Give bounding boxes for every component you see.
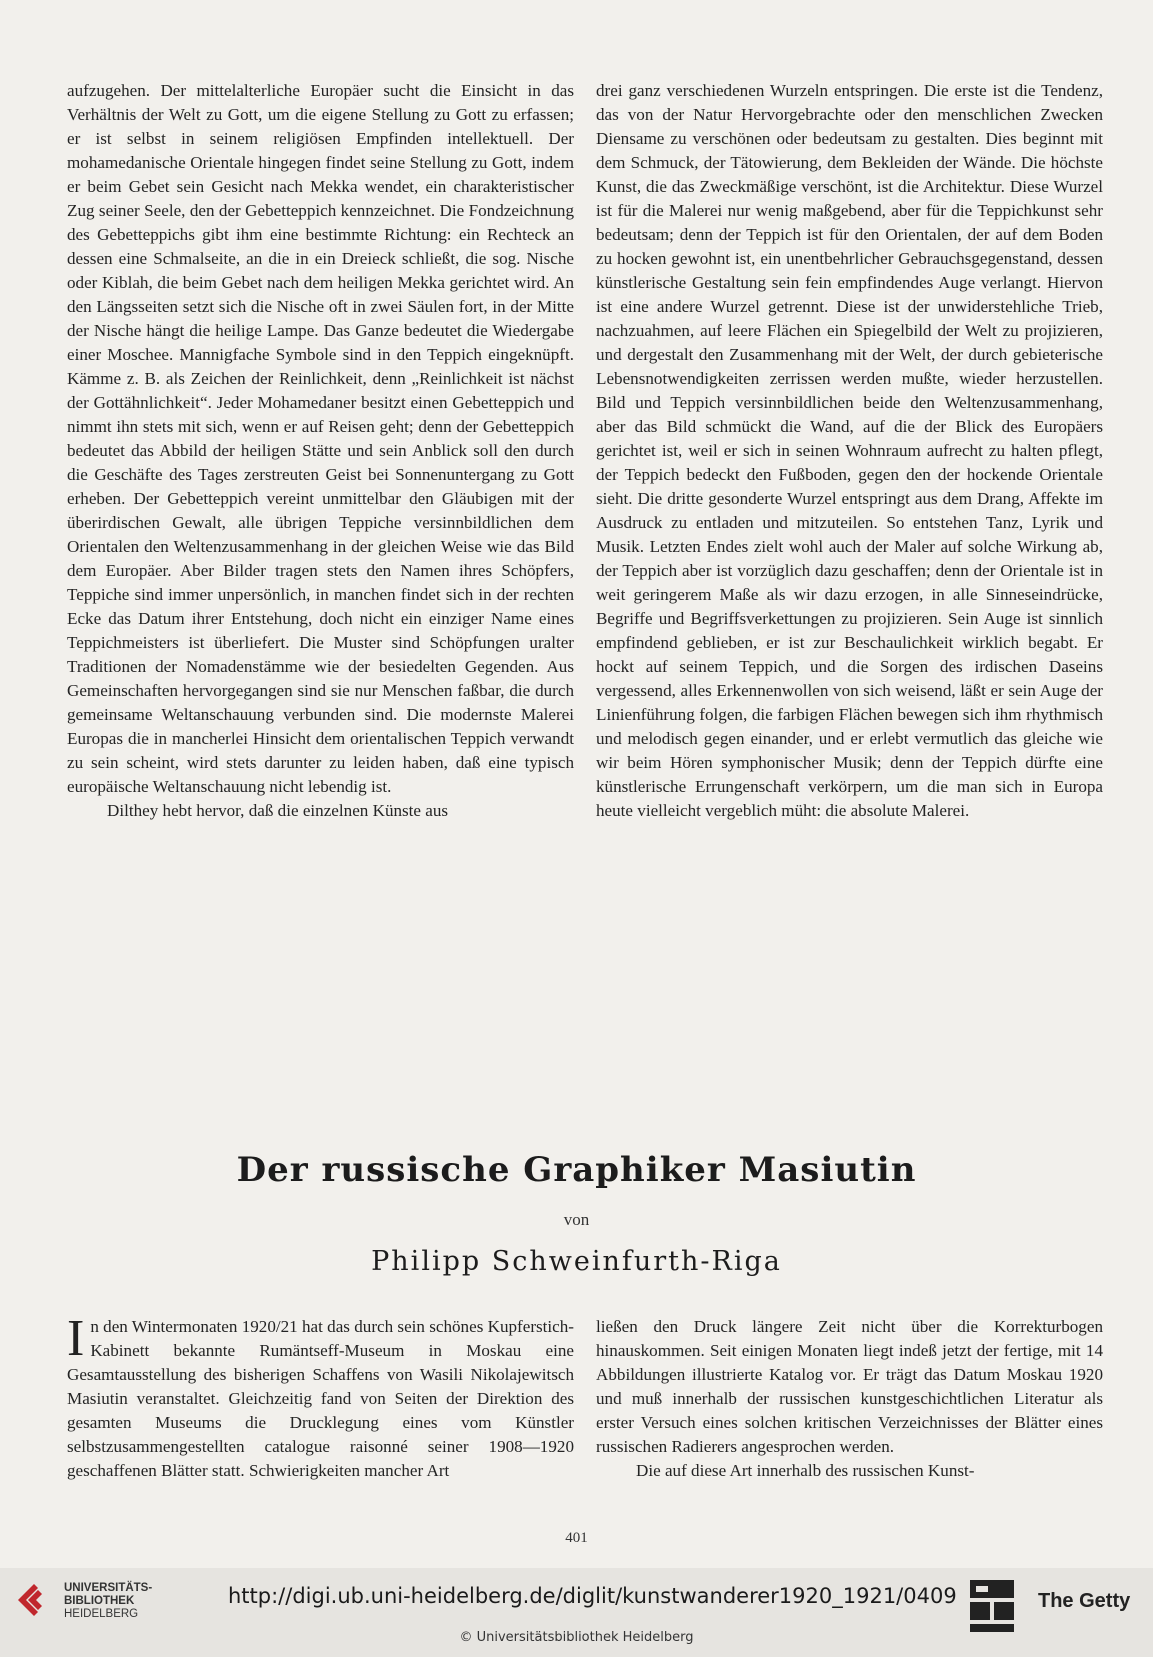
prev-article-right-column — [596, 79, 1103, 823]
copyright-notice: © Universitätsbibliothek Heidelberg — [459, 1630, 694, 1645]
university-library-logo-icon — [14, 1580, 54, 1620]
paragraph: ließen den Druck längere Zeit nicht über die Korrekturbogen hinauskommen. Seit einigen Monaten liegt indeß jetzt der fertige, mit 14 Abbildungen illustrierte Katalog vor. Er trägt das Datum Moskau 1920 und muß innerhalb der russischen kunstgeschichtlichen Literatur als erster Versuch eines solchen kritischen Verzeichnisses der Blätter eines russischen Radierers angesprochen werden. — [596, 1317, 1103, 1456]
library-name — [64, 1582, 152, 1621]
paragraph: aufzugehen. Der mittelalterliche Europäer sucht die Einsicht in das Verhältnis der Welt zu Gott, um die eigene Stellung zu Gott zu erfassen; er ist selbst in seinem religiösen Empfinden intellektuell. Der mohamedanische Orientale hingegen findet seine Stellung zu Gott, indem er beim Gebet sein Gesicht nach Mekka wendet, ein charakteristischer Zug seiner Seele, den der Gebetteppich kennzeichnet. Die Fondzeichnung des Gebetteppichs gibt ihm eine bestimmte Richtung: ein Rechteck an dessen eine Schmalseite, an die in ein Dreieck schließt, die sog. Nische oder Kiblah, die beim Gebet nach dem heiligen Mekka gerichtet wird. An den Längsseiten setzt sich die Nische oft in zwei Säulen fort, in der Mitte der Nische hängt die heilige Lampe. Das Ganze bedeutet die Wiedergabe einer Moschee. Mannigfache Symbole sind in den Teppich eingeknüpft. Kämme z. B. als Zeichen der Reinlichkeit, denn „Reinlichkeit ist nächst der Gottähnlichkeit“. Jeder Mohamedaner besitzt einen Gebetteppich und nimmt ihn stets mit sich, wenn er auf Reisen geht; denn der Gebetteppich bedeutet das Abbild der heiligen Stätte und sein Anblick soll den durch die Geschäfte des Tages zerstreuten Geist bei Sonnenuntergang zu Gott erheben. Der Gebetteppich vereint unmittelbar den Gläubigen mit der überirdischen Gewalt, alle übrigen Teppiche versinnbildlichen dem Orientalen den Weltenzusammenhang in der gleichen Weise wie das Bild dem Europäer. Aber Bilder tragen stets den Namen ihres Schöpfers, Teppiche sind immer unpersönlich, in manchen findet sich in der rechten Ecke das Datum ihrer Entstehung, doch nicht ein einziger Name eines Teppichmeisters ist überliefert. Die Muster sind Schöpfungen uralter Traditionen der Nomadenstämme wie der besiedelten Gegenden. Aus Gemeinschaften hervorgegangen sind sie nur Menschen faßbar, die durch gemeinsame Weltanschauung verbunden sind. Die modernste Malerei Europas die in mancherlei Hinsicht dem orientalischen Teppich verwandt zu sein scheint, wird stets darunter zu leiden haben, daß eine typisch europäische Weltanschauung nicht lebendig ist. — [67, 81, 574, 796]
article-author: Philipp Schweinfurth-Riga — [371, 1246, 782, 1277]
paragraph: drei ganz verschiedenen Wurzeln entspringen. Die erste ist die Tendenz, das von der Natur Hervorgebrachte oder den menschlichen Zwecken Diensame zu verschönen oder bedeutsam zu gestalten. Dies beginnt mit dem Schmuck, der Tätowierung, dem Bekleiden der Wände. Die höchste Kunst, die das Zweckmäßige verschönt, ist die Architektur. Diese Wurzel ist für die Malerei nur wenig maßgebend, aber für die Teppichkunst sehr bedeutsam; denn der Teppich ist für den Orientalen, der auf dem Boden zu hocken gewohnt ist, ein unentbehrlicher Gebrauchsgegenstand, dessen künstlerische Gestaltung sein fein empfindendes Auge verlangt. Hiervon ist eine andere Wurzel getrennt. Diese ist der unwiderstehliche Trieb, nachzuahmen, auf leere Flächen ein Spiegelbild der Welt zu projizieren, und dergestalt den Zusammenhang mit der Welt, der durch gebieterische Lebensnotwendigkeiten zerrissen werden mußte, wieder herzustellen. Bild und Teppich versinnbildlichen beide den Weltenzusammenhang, aber das Bild schmückt die Wand, auf die der Blick des Europäers gerichtet ist, weil er sich in seinen Wohnraum aufrecht zu halten pflegt, der Teppich bedeckt den Fußboden, gegen den der hockende Orientale sieht. Die dritte gesonderte Wurzel entspringt aus dem Drang, Affekte im Ausdruck zu entladen und mitzuteilen. So entstehen Tanz, Lyrik und Musik. Letzten Endes zielt wohl auch der Maler auf solche Wirkung ab, der Teppich aber ist vorzüglich dazu geschaffen; denn der Orientale ist in weit geringerem Maße als wir dazu erzogen, in alle Sinneseindrücke, Begriffe und Begriffsverkettungen zu projizieren. Sein Auge ist sinnlich empfindend geblieben, er ist zur Beschaulichkeit wirklich begabt. Er hockt auf seinem Teppich, und die Sorgen des irdischen Daseins vergessend, alles Erkennenwollen von sich weisend, läßt er sein Auge der Linienführung folgen, die farbigen Flächen bewegen sich ihm rhythmisch und melodisch gegen einander, und er erlebt vermutlich das gleiche wie wir beim Hören symphonischer Musik; denn der Teppich dürfte eine künstlerische Errungenschaft verkörpern, um die man sich in Europa heute vielleicht vergeblich müht: die absolute Malerei. — [596, 81, 1103, 820]
article-left-column — [67, 1310, 575, 1483]
partner-name: The Getty — [1038, 1590, 1131, 1612]
byline-von: von — [563, 1210, 590, 1229]
article-right-column — [596, 1315, 1103, 1483]
getty-logo-icon — [968, 1578, 1016, 1634]
paragraph: Die auf diese Art innerhalb des russischen Kunst- — [636, 1461, 975, 1480]
library-line: UNIVERSITÄTS- — [64, 1582, 153, 1594]
prev-article-left-column — [67, 79, 574, 823]
footer-bar — [0, 1568, 1153, 1657]
library-line: BIBLIOTHEK — [64, 1595, 135, 1607]
article-title: Der russische Graphiker Masiutin — [236, 1150, 917, 1190]
paragraph — [67, 1310, 575, 1483]
paragraph: Dilthey hebt hervor, daß die einzelnen Künste aus — [107, 801, 449, 820]
library-line: HEIDELBERG — [64, 1608, 139, 1620]
page-number: 401 — [565, 1530, 588, 1546]
paragraph-text: n den Wintermonaten 1920/21 hat das durch sein schönes Kupferstich-Kabinett bekannte Rumäntseff-Museum in Moskau eine Gesamtausstellung des bisherigen Schaffens von Wasili Nikolajewitsch Masiutin veranstaltet. Gleichzeitig fand von Seiten der Direktion des gesamten Museums die Drucklegung eines vom Künstler selbstzusammengestellten catalogue raisonné seiner 1908—1920 geschaffenen Blätter statt. Schwierigkeiten mancher Art — [67, 1317, 575, 1480]
permalink-url[interactable]: http://digi.ub.uni-heidelberg.de/diglit/kunstwanderer1920_1921/0409 — [228, 1584, 957, 1608]
drop-cap: I — [67, 1310, 85, 1367]
